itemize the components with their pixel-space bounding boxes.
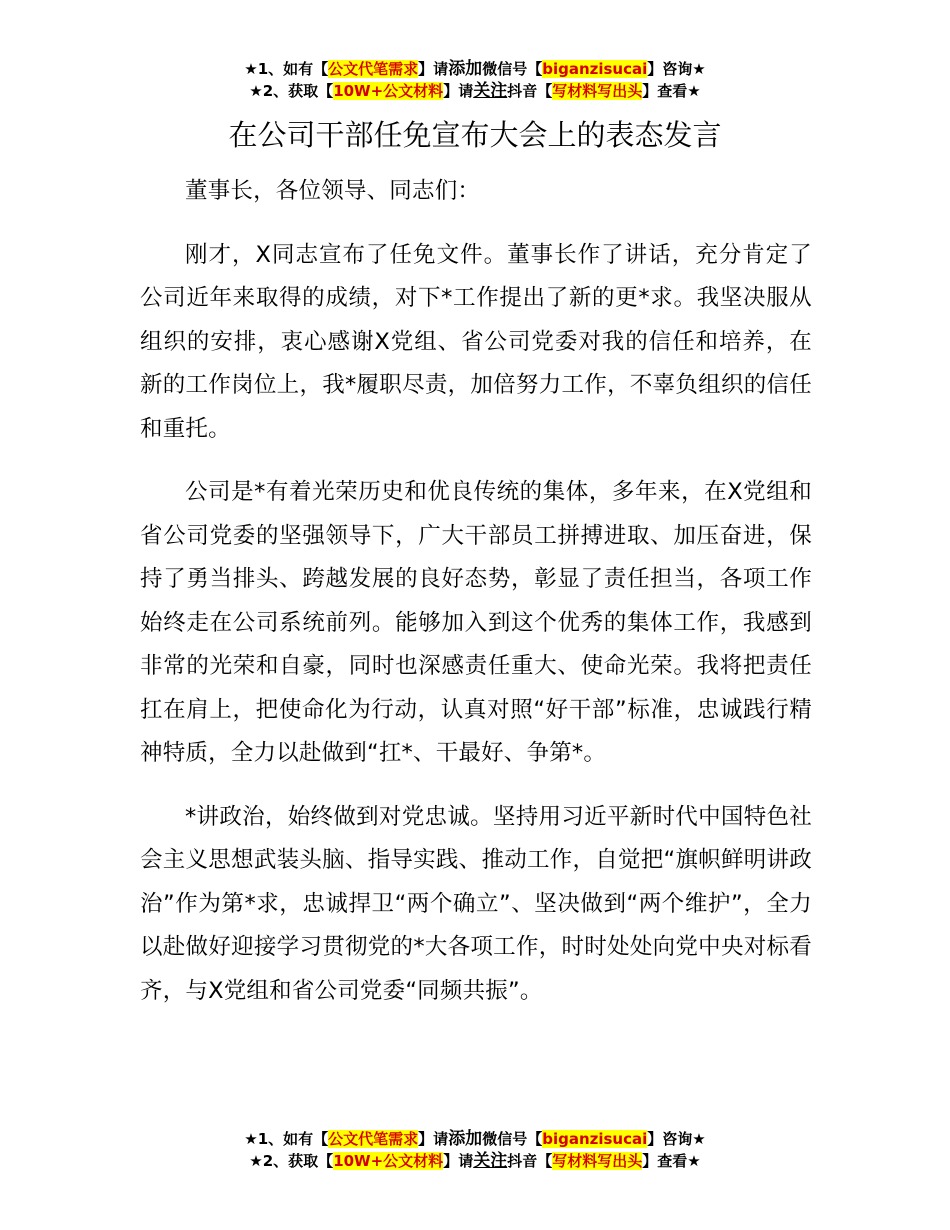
promo-emphasis: 添加 (448, 1129, 483, 1149)
promo-text: ★2、获取【 (249, 82, 334, 100)
promo-text: 】请 (443, 1152, 474, 1170)
promo-text: ★1、如有【 (244, 1130, 329, 1148)
promo-text: 】查看★ (642, 82, 701, 100)
promo-text: 】查看★ (642, 1152, 701, 1170)
promo-wechat-id: biganzisucai (542, 1130, 648, 1148)
promo-text: ★1、如有【 (244, 60, 329, 78)
paragraph-1: 刚才，X同志宣布了任免文件。董事长作了讲话，充分肯定了公司近年来取得的成绩，对下*工作提出了新的更*求。我坚决服从组织的安排，衷心感谢X党组、省公司党委对我的信任和培养，在新的工作岗位上，我*履职尽责，加倍努力工作，不辜负组织的信任和重托。 (140, 241, 812, 442)
promo-text: 】请 (418, 1130, 449, 1148)
promo-text: 微信号【 (482, 1130, 543, 1148)
top-promo-banner (0, 58, 950, 102)
promo-highlight: 公文代笔需求 (328, 1130, 419, 1148)
promo-text: 】咨询★ (647, 1130, 706, 1148)
promo-wechat-id: biganzisucai (542, 60, 648, 78)
promo-highlight: 公文代笔需求 (328, 60, 419, 78)
promo-emphasis: 关注 (473, 1151, 508, 1171)
promo-text: ★2、获取【 (249, 1152, 334, 1170)
promo-text: 抖音【 (507, 1152, 553, 1170)
promo-highlight: 写材料写出头 (552, 1152, 643, 1170)
greeting: 董事长，各位领导、同志们： (185, 178, 481, 204)
document-body (140, 170, 812, 1033)
promo-line-1 (0, 1128, 950, 1150)
document-title: 在公司干部任免宣布大会上的表态发言 (228, 118, 722, 152)
paragraph-2: 公司是*有着光荣历史和优良传统的集体，多年来，在X党组和省公司党委的坚强领导下，广大干部员工拼搏进取、加压奋进，保持了勇当排头、跨越发展的良好态势，彰显了责任担当，各项工作始终走在公司系统前列。能够加入到这个优秀的集体工作，我感到非常的光荣和自豪，同时也深感责任重大、使命光荣。我将把责任扛在肩上，把使命化为行动，认真对照“好干部”标准，忠诚践行精神特质，全力以赴做到“扛*、干最好、争第*。 (140, 479, 812, 766)
promo-text: 】请 (418, 60, 449, 78)
promo-emphasis: 添加 (448, 59, 483, 79)
promo-line-2 (0, 1150, 950, 1172)
promo-text: 微信号【 (482, 60, 543, 78)
promo-text: 】咨询★ (647, 60, 706, 78)
promo-text: 抖音【 (507, 82, 553, 100)
promo-line-1 (0, 58, 950, 80)
promo-emphasis: 关注 (473, 81, 508, 101)
promo-highlight: 写材料写出头 (552, 82, 643, 100)
promo-line-2 (0, 80, 950, 102)
promo-highlight: 10W+公文材料 (333, 82, 444, 100)
promo-highlight: 10W+公文材料 (333, 1152, 444, 1170)
paragraph-3: *讲政治，始终做到对党忠诚。坚持用习近平新时代中国特色社会主义思想武装头脑、指导实践、推动工作，自觉把“旗帜鲜明讲政治”作为第*求，忠诚捍卫“两个确立”、坚决做到“两个维护”，全力以赴做好迎接学习贯彻党的*大各项工作，时时处处向党中央对标看齐，与X党组和省公司党委“同频共振”。 (140, 803, 812, 1004)
bottom-promo-banner (0, 1128, 950, 1172)
promo-text: 】请 (443, 82, 474, 100)
